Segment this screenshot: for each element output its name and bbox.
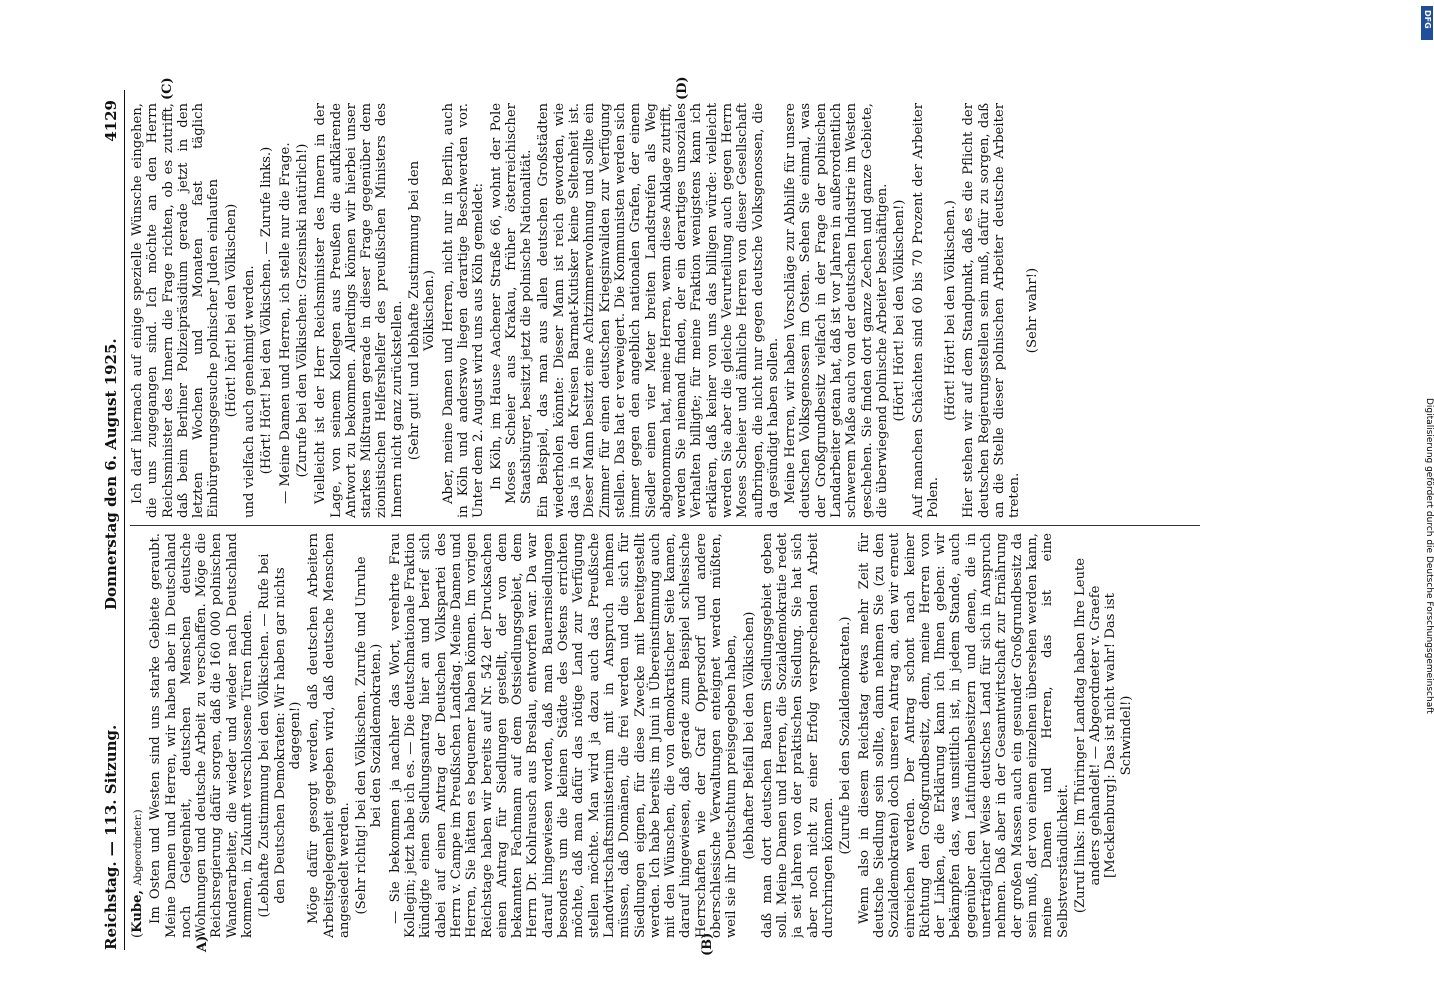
dfg-logo-text: DFG <box>1423 10 1432 29</box>
header-session: Reichstag. — 113. Sitzung. <box>102 724 120 950</box>
interjection: (Sehr gut! und lebhafte Zustimmung bei den Völkischen.) <box>407 160 438 461</box>
rotated-page <box>100 76 1210 956</box>
paragraph: Möge dafür gesorgt werden, daß deutschen Arbeitern Arbeitsgelegenheit gegeben wird, daß deutsche Menschen angesiedelt werden. <box>306 533 352 938</box>
quoted-report: In Köln, im Hause Aachener Straße 66, wohnt der Pole Moses Scheier aus Krakau, früher österreichischer Staatsbürger, besitzt jetzt die polnische Nationalität. <box>488 103 535 504</box>
interjection: (Zurufe bei den Völkischen: Grzesinski natürlich!) <box>294 143 310 478</box>
paragraph: daß man dort deutschen Bauern Siedlungsgebiet geben soll. Meine Damen und Herren, die Sozialdemokratie redet ja seit Jahren von der praktischen Siedlung. Sie hat sich aber noch nicht zu einer Erfolg versprechenden Arbeit durchringen können. <box>759 533 837 938</box>
paragraph: Wenn also in diesem Reichstag etwas mehr Zeit für deutsche Siedlung sein sollte, dann nehmen Sie (zu den Sozialdemokraten) doch unseren Antrag an, den wir erneut einreichen werden. Der Antrag schont nach keiner Richtung den Großgrundbesitz, denn, meine Herren von der Linken, die Erklärung kann ich Ihnen geben: wir bekämpfen das, was unsittlich ist, in jedem Stande, auch gegenüber den Latifundienbesitzern und denen, die in unerträglicher Weise deutsches Land für sich in Anspruch nehmen. Daß aber in der Gesamtwirtschaft zur Ernährung der großen Massen auch ein gesunder Großgrundbesitz da sein muß, der von einem einzelnen übersehen werden kann, meine Damen und Herren, das ist eine Selbstverständlichkeit. <box>856 533 1071 938</box>
margin-marker-a: A) <box>195 935 210 952</box>
speaker-line: (Kube, Abgeordneter.) <box>130 809 145 938</box>
paragraph: Ich darf hiernach auf einige spezielle Wünsche eingehen, die uns zugegangen sind. Ich möchte an den Herrn Reichsminister des Innern die Frage richten, ob es zutrifft, daß beim Berliner Polizeipräsidium gerade jetzt in den letzten Wochen und Monaten fast täglich Einbürgerungsgesuche polnischer Juden einlaufen <box>130 103 222 518</box>
paragraph: Ein Beispiel, das man aus allen deutschen Großstädten wiederholen könnte: Dieser Mann ist reich geworden, wie das ja in den Kreisen Barmat-Kutisker keine Seltenheit ist. Dieser Mann besitzt eine Achtzimmerwohnung und sollte ein Zimmer für einen deutschen Kriegsinvaliden zur Verfügung stellen. Das hat er verweigert. Die Kommunisten werden sich immer gegen den angeblich nationalen Grafen, der einem Siedler einen vier Meter breiten Landstreifen als Weg abgenommen hat, meine Herren, wenn diese Anklage zutrifft, werden Sie niemand finden, der ein derartiges unsoziales Verhalten billigte; für meine Fraktion wenigstens kann ich erklären, daß keiner von uns das billigen würde: vielleicht werden Sie aber die gleiche Verurteilung auch gegen Herrn Moses Scheier und ähnliche Herren von dieser Gesellschaft aufbringen, die nicht nur gegen deutsche Volksgenossen, die da gesündigt haben sollen. <box>536 103 781 518</box>
dfg-logo <box>1421 6 1433 40</box>
paragraph: — Sie bekommen ja nachher das Wort, verehrte Frau Kollegin; jetzt habe ich es. — Die deutschnationale Fraktion kündigte einen Siedlungsantrag hier an und berief sich dabei auf einen Antrag der Deutschen Volkspartei des Herrn v. Campe im Preußischen Landtag. Meine Damen und Herren, Sie hätten es bequemer haben können. Im vorigen Reichstage haben wir bereits auf Nr. 542 der Drucksachen einen Antrag für Siedlungen gestellt, der von dem bekannten Fachmann auf dem Ostsiedlungsgebiet, dem Herrn Dr. Kohlrausch aus Breslau, entworfen war. Da war darauf hingewiesen worden, daß man Bauernsiedlungen besonders um die kleinen Städte des Ostens errichten möchte, daß man dafür das nötige Land zur Verfügung stellen möchte. Man wird ja dazu auch das Preußische Landwirtschaftsministerium mit in Anspruch nehmen müssen, daß Domänen, die frei werden und die sich für Siedlungen eignen, für diese Zwecke mit bereitgestellt werden. Ich habe bereits im Juni in Übereinstimmung auch mit den Wünschen, die von demokratischer Seite kamen, darauf hingewiesen, daß gerade zum Beispiel schlesische Herrschaften wie der Graf Oppersdorf und andere oberschlesische Verwaltungen enteignet werden müßten, weil sie ihr Deutschtum preisgegeben haben, <box>387 533 740 938</box>
column-divider <box>130 525 1200 526</box>
interjection: (Hört! Hört! bei den Völkischen!) <box>892 199 908 422</box>
paragraph: und vielfach auch genehmigt werden. <box>242 265 258 518</box>
dfg-sidebar <box>1418 8 1434 992</box>
interjection: (Zurufe bei den Sozialdemokraten.) <box>838 616 854 855</box>
speaker-name: Kube, <box>130 889 145 933</box>
margin-marker-c: (C) <box>160 77 175 100</box>
paragraph: Vielleicht ist der Herr Reichsminister des Innern in der Lage, von seinem Kollegen aus Preußen die aufklärende Antwort zu bekommen. Allerdings können wir hierbei unser starkes Mißtrauen gerade in dieser Frage gegenüber dem zionistischen Helfershelfer des preußischen Ministers des Innern nicht ganz zurückstellen. <box>313 103 405 518</box>
header-rule <box>124 90 125 950</box>
interjection: (Zuruf links: Im Thüringer Landtag haben Ihre Leute anders gehandelt! — Abgeordneter v. Graefe [Mecklenburg]: Das ist nicht wahr! Das ist Schwindel!) <box>1072 557 1134 914</box>
paragraph: Aber, meine Damen und Herren, nicht nur in Berlin, auch in Köln und anderswo liegen derartige Beschwerden vor. Unter dem 2. August wird uns aus Köln gemeldet: <box>440 103 487 518</box>
speaker-role: Abgeordneter.) <box>133 809 144 886</box>
paragraph: Im Osten und Westen sind uns starke Gebiete geraubt. Meine Damen und Herren, wir haben aber in Deutschland noch Gelegenheit, deutschen Menschen deutsche Wohnungen und deutsche Arbeit zu verschaffen. Möge die Reichsregierung dafür sorgen, daß die 160 000 polnischen Wanderarbeiter, die wieder und wieder nach Deutschland kommen, in Zukunft verschlossene Türen finden. <box>148 533 256 938</box>
interjection: (Sehr wahr!) <box>1024 267 1040 354</box>
paragraph: Hier stehen wir auf dem Standpunkt, daß es die Pflicht der deutschen Regierungsstellen sein muß, dafür zu sorgen, daß an die Stelle dieser polnischen Arbeiter deutsche Arbeiter treten. <box>961 103 1023 518</box>
page-header <box>100 90 122 950</box>
paragraph: — Meine Damen und Herren, ich stelle nur die Frage. <box>277 142 293 504</box>
margin-marker-d: (D) <box>675 76 690 100</box>
margin-marker-b: (B) <box>700 932 715 956</box>
left-column <box>130 533 1200 938</box>
interjection: (lebhafter Beifall bei den Völkischen) <box>741 611 757 860</box>
interjection: (Sehr richtig! bei den Völkischen. Zurufe und Unruhe bei den Sozialdemokraten.) <box>354 556 385 915</box>
page-number: 4129 <box>102 100 120 142</box>
paragraph: Meine Herren, wir haben Vorschläge zur Abhilfe für unsere deutschen Volksgenossen im Osten. Sehen Sie einmal, was der Großgrundbesitz vielfach in der Frage der polnischen Landarbeiter getan hat, daß ist vor Jahren in außerordentlich schwerem Maße auch von der deutschen Industrie im Westen geschehen. Sie finden dort ganze Zechen und ganze Gebiete, die überwiegend polnische Arbeiter beschäftigen. <box>783 103 890 518</box>
paragraph: Auf manchen Schächten sind 60 bis 70 Prozent der Arbeiter Polen. <box>910 103 941 518</box>
funding-notice: Digitalisierung gefördert durch die Deutsche Forschungsgemeinschaft <box>1424 398 1434 714</box>
interjection: (Hört! Hört! bei den Völkischen.) <box>943 200 959 421</box>
right-column <box>130 103 1200 518</box>
header-date: Donnerstag den 6. August 1925. <box>102 338 120 610</box>
interjection: (Hört! hört! bei den Völkischen) <box>223 203 239 418</box>
interjection: (Lebhafte Zustimmung bei den Völkischen. — Rufe bei den Deutschen Demokraten: Wir haben gar nichts dagegen!) <box>257 553 303 918</box>
interjection: (Hört! Hört! bei den Völkischen. — Zurufe links.) <box>259 146 275 475</box>
